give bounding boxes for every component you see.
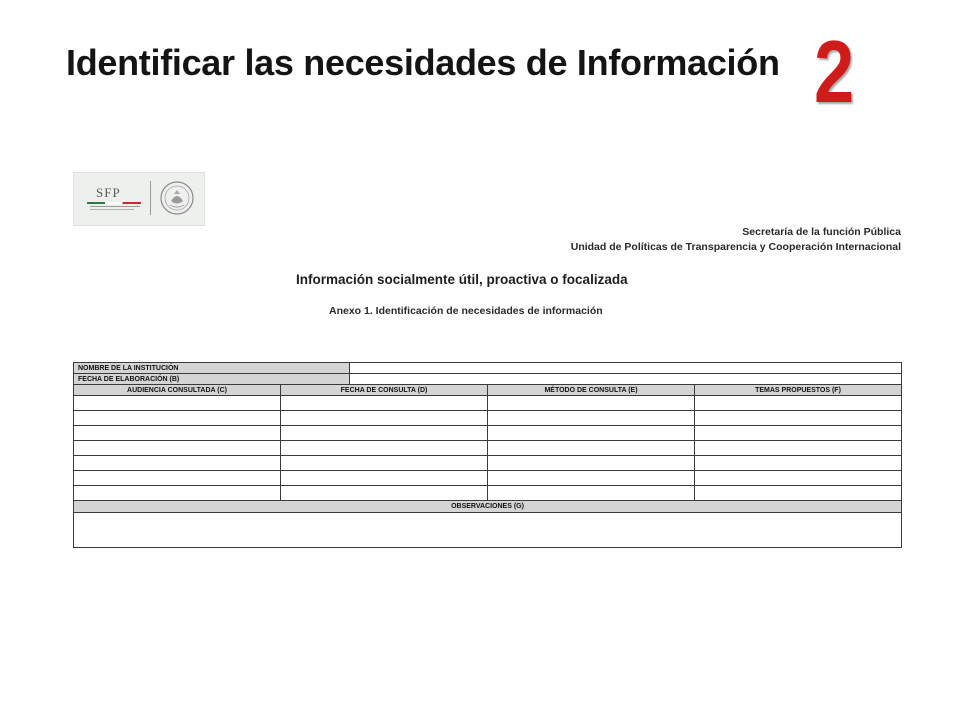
table-cell[interactable]	[74, 486, 281, 501]
table-cell[interactable]	[695, 396, 902, 411]
table-cell[interactable]	[281, 441, 488, 456]
institution-label: NOMBRE DE LA INSTITUCIÓN	[74, 363, 350, 374]
column-header: FECHA DE CONSULTA (D)	[281, 385, 488, 396]
logo-divider	[150, 181, 151, 215]
observations-label: OBSERVACIONES (G)	[74, 501, 902, 513]
date-label: FECHA DE ELABORACIÓN (B)	[74, 374, 350, 385]
table-row	[74, 486, 902, 501]
table-row	[74, 426, 902, 441]
data-rows	[74, 396, 902, 501]
column-header: MÉTODO DE CONSULTA (E)	[488, 385, 695, 396]
table-row	[74, 411, 902, 426]
column-header: TEMAS PROPUESTOS (F)	[695, 385, 902, 396]
table-row	[74, 456, 902, 471]
table-cell[interactable]	[74, 426, 281, 441]
table-cell[interactable]	[695, 471, 902, 486]
org-line-2: Unidad de Políticas de Transparencia y Cooperación Internacional	[570, 241, 901, 253]
date-field[interactable]	[350, 374, 902, 385]
annex-title: Anexo 1. Identificación de necesidades de información	[329, 305, 603, 317]
table-cell[interactable]	[695, 411, 902, 426]
table-cell[interactable]	[281, 426, 488, 441]
table-cell[interactable]	[74, 411, 281, 426]
table-row	[74, 441, 902, 456]
table-cell[interactable]	[695, 426, 902, 441]
institution-field[interactable]	[350, 363, 902, 374]
document-title: Información socialmente útil, proactiva o focalizada	[296, 272, 628, 287]
slide-title: Identificar las necesidades de Información	[66, 42, 780, 83]
needs-form-table	[73, 362, 902, 548]
table-cell[interactable]	[281, 486, 488, 501]
table-cell[interactable]	[488, 426, 695, 441]
logo-stripe	[87, 202, 141, 204]
table-cell[interactable]	[281, 396, 488, 411]
column-header: AUDIENCIA CONSULTADA (C)	[74, 385, 281, 396]
table-cell[interactable]	[281, 471, 488, 486]
sfp-logo	[73, 172, 205, 226]
step-number: 2	[814, 22, 855, 121]
date-row	[74, 374, 902, 385]
table-cell[interactable]	[488, 411, 695, 426]
table-cell[interactable]	[488, 396, 695, 411]
table-cell[interactable]	[488, 456, 695, 471]
observations-header-row	[74, 501, 902, 513]
table-cell[interactable]	[281, 411, 488, 426]
logo-text: SFP	[96, 185, 121, 200]
table-cell[interactable]	[695, 486, 902, 501]
column-header-row	[74, 385, 902, 396]
table-cell[interactable]	[74, 456, 281, 471]
observations-field[interactable]	[74, 513, 902, 548]
table-cell[interactable]	[74, 471, 281, 486]
coat-of-arms-icon	[158, 179, 196, 217]
org-line-1: Secretaría de la función Pública	[742, 226, 901, 238]
table-cell[interactable]	[695, 456, 902, 471]
observations-row	[74, 513, 902, 548]
table-cell[interactable]	[488, 441, 695, 456]
table-cell[interactable]	[488, 486, 695, 501]
table-row	[74, 471, 902, 486]
table-row	[74, 396, 902, 411]
table-cell[interactable]	[74, 396, 281, 411]
table-cell[interactable]	[74, 441, 281, 456]
institution-row	[74, 363, 902, 374]
table-cell[interactable]	[488, 471, 695, 486]
table-cell[interactable]	[695, 441, 902, 456]
table-cell[interactable]	[281, 456, 488, 471]
